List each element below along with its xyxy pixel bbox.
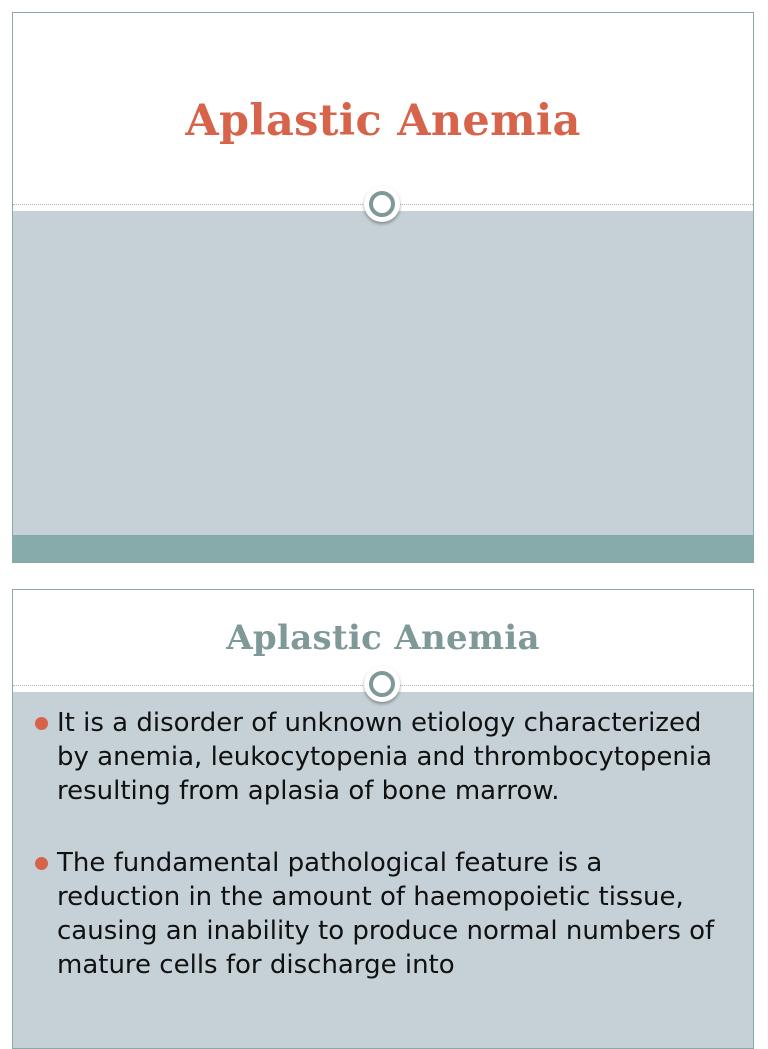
bullet-text: It is a disorder of unknown etiology characterized by anemia, leukocytopenia and thrombocytopenia resulting from aplasia of bone marrow. xyxy=(57,708,713,806)
slide-title: Aplastic Anemia xyxy=(226,618,540,658)
content-area xyxy=(13,692,753,1048)
title-slide xyxy=(12,12,754,563)
ring-ornament-icon xyxy=(364,666,400,702)
bullet-list xyxy=(35,706,733,1020)
bullet-text: The fundamental pathological feature is a reduction in the amount of haemopoietic tissue, causing an inability to produce normal numbers of mature cells for discharge into xyxy=(57,848,715,980)
footer-band xyxy=(13,535,753,562)
bullet-marker-icon xyxy=(35,717,48,730)
title-area xyxy=(13,13,753,204)
content-slide xyxy=(12,589,754,1049)
bullet-marker-icon xyxy=(35,857,48,870)
ring-inner xyxy=(369,191,395,217)
ring-inner xyxy=(369,671,395,697)
bullet-item xyxy=(35,846,733,982)
ring-ornament-icon xyxy=(364,186,400,222)
bullet-item xyxy=(35,706,733,808)
content-area xyxy=(13,211,753,537)
slide-title: Aplastic Anemia xyxy=(185,96,581,146)
